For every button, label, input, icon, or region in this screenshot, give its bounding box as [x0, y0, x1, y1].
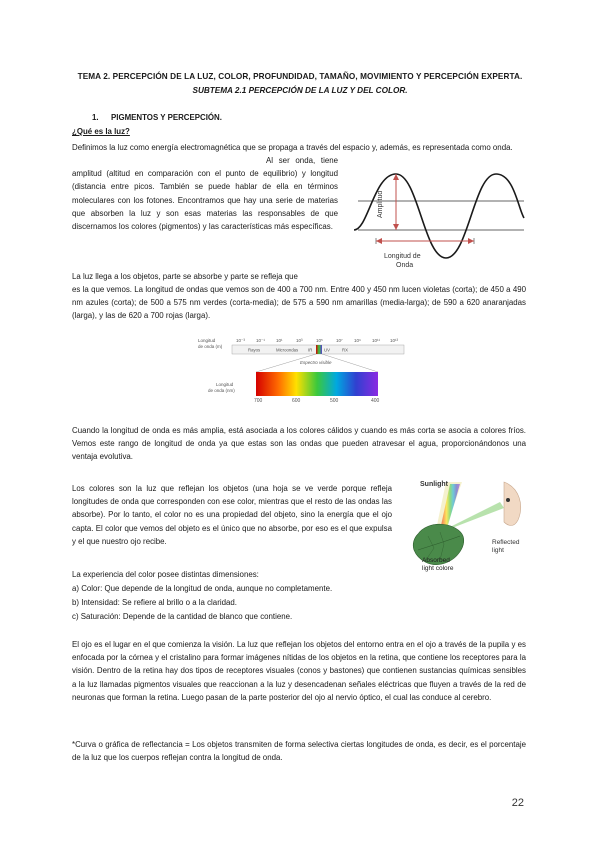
wave-diagram	[346, 158, 526, 270]
spectrum-top-tick: 10¹	[276, 338, 283, 343]
spectrum-top-tick: 10¹¹	[372, 338, 381, 343]
nm-tick: 600	[292, 398, 301, 404]
leaf-reflection-diagram	[400, 472, 530, 580]
spectrum-top-tick: 10⁷	[336, 338, 343, 343]
wavelength-label-line1: Longitud de	[384, 253, 421, 260]
reflected-label-line2: light	[492, 547, 504, 554]
dimension-text: Que depende de la longitud de onda, aunque no completamente.	[102, 584, 333, 593]
list-item	[72, 582, 526, 595]
lower-axis-label-line1: Longitud	[216, 382, 234, 387]
spectrum-diagram	[196, 334, 406, 406]
spectrum-axis-label-line1: Longitud	[198, 338, 216, 343]
spectrum-top-tick: 10⁻¹	[256, 338, 265, 343]
document-subtitle: SUBTEMA 2.1 PERCEPCIÓN DE LA LUZ Y DEL COLOR.	[192, 86, 408, 95]
spectrum-top-tick: 10³	[296, 338, 303, 343]
wavelength-label-line2: Onda	[396, 262, 414, 269]
paragraph-reflection-intro: La luz llega a los objetos, parte se absorbe y parte se refleja que	[72, 272, 298, 281]
spectrum-top-tick: 10⁵	[316, 338, 323, 343]
dimension-text: Depende de la cantidad de blanco que contiene.	[120, 612, 293, 621]
list-item	[72, 596, 526, 609]
paragraph-reflectance-curve: *Curva o gráfica de reflectancia = Los objetos transmiten de forma selectiva ciertas longitudes de onda, es decir, es el porcentaje de la luz que los cuerpos reflejan contra la longitud de onda.	[72, 740, 526, 763]
spectrum-top-tick: 10¹³	[390, 338, 399, 343]
spectrum-top-tick: 10⁹	[354, 338, 361, 343]
section-heading: PIGMENTOS Y PERCEPCIÓN.	[111, 113, 222, 122]
band-label: Rayos	[248, 347, 261, 353]
section-number: 1.	[92, 113, 99, 122]
dimension-label: c) Saturación:	[72, 612, 121, 621]
list-item	[72, 610, 526, 623]
paragraph-color-dimensions-intro: La experiencia del color posee distintas dimensiones:	[72, 570, 259, 579]
dimension-label: a) Color:	[72, 584, 103, 593]
visible-spectrum-label: Espectro visible	[300, 360, 332, 365]
band-label: RX	[342, 347, 348, 353]
absorbed-label-line2: light colore	[422, 565, 454, 572]
absorbed-label-line1: Absorbed	[422, 557, 450, 564]
spectrum-top-tick: 10⁻³	[236, 338, 245, 343]
band-label: UV	[324, 347, 330, 353]
band-label: IR	[308, 347, 313, 353]
paragraph-wave-properties: Al ser onda, tiene amplitud (altitud en comparación con el punto de equilibrio) y longitud (distancia entre picos. También se puede hablar de ella en términos moleculares con los fotones. Encontramos que hay una serie de materias que absorben la luz y son esas materias las responsables de que discernamos los colores (pigmentos) y las características más específicas.	[72, 156, 338, 232]
paragraph-light-definition: Definimos la luz como energía electromagnética que se propaga a través del espacio y, además, es representada como onda.	[72, 143, 513, 152]
visible-spectrum-gradient	[256, 372, 378, 396]
visible-band-small	[316, 345, 322, 354]
dimension-text: Se refiere al brillo o a la claridad.	[119, 598, 237, 607]
reflected-label-line1: Reflected	[492, 539, 520, 546]
document-title: TEMA 2. PERCEPCIÓN DE LA LUZ, COLOR, PROFUNDIDAD, TAMAÑO, MOVIMIENTO Y PERCEPCIÓN EXPERTA.	[77, 72, 523, 81]
lower-axis-label-line2: de onda (nm)	[208, 388, 235, 393]
dimension-label: b) Intensidad:	[72, 598, 120, 607]
paragraph-warm-cold-colors: Cuando la longitud de onda es más amplia, está asociada a los colores cálidos y cuando es más corta se asocia a colores fríos. Vemos este rango de longitud de onda ya que estas son las ondas que pueden atravesar el agua, proporcionándonos una ventaja evolutiva.	[72, 426, 526, 462]
nm-tick: 500	[330, 398, 339, 404]
paragraph-wavelength-ranges: es la que vemos. La longitud de ondas que vemos son de 400 a 700 nm. Entre 400 y 450 nm lucen violetas (corta); de 450 a 490 nm azules (corta); de 500 a 575 nm verdes (corta-media); de 575 a 590 nm amarillas (media-larga); de 590 a 620 anaranjadas (larga), y las de 620 a 700 rojas (larga).	[72, 285, 526, 321]
band-label: Microondas	[276, 347, 299, 353]
nm-tick: 400	[371, 398, 380, 404]
amplitude-label: Amplitud	[377, 190, 384, 218]
eye-icon	[506, 498, 510, 502]
spectrum-axis-label-line2: de onda (m)	[198, 344, 223, 349]
paragraph-object-colors: Los colores son la luz que reflejan los objetos (una hoja se ve verde porque refleja longitudes de onda que corresponden con ese color, mientras que el resto de las ondas las absorbe). Por lo tanto, el color no es una propiedad del objeto, sino la energía que el ojo capta. El color que vemos del objeto es el único que no absorbe, por eso es el que expulsa y el que nuestro ojo recibe.	[72, 484, 392, 546]
paragraph-eye-vision: El ojo es el lugar en el que comienza la visión. La luz que reflejan los objetos del entorno entra en el ojo a través de la pupila y es enfocada por la córnea y el cristalino para formar imágenes nítidas de los objetos en la retina, que contiene los receptores para la visión. Dentro de la retina hay dos tipos de receptores visuales (conos y bastones) que contienen sustancias químicas sensibles a la luz llamadas pigmentos visuales que reaccionan a la luz y desencadenan señales eléctricas que fluyen a través de la red de neuronas que forman la retina. Luego pasan de la parte posterior del ojo al nervio óptico, el cual las conduce al cerebro.	[72, 640, 526, 702]
page-number: 22	[511, 797, 524, 809]
sunlight-label: Sunlight	[420, 481, 448, 488]
nm-tick: 700	[254, 398, 263, 404]
question-heading: ¿Qué es la luz?	[72, 127, 130, 136]
